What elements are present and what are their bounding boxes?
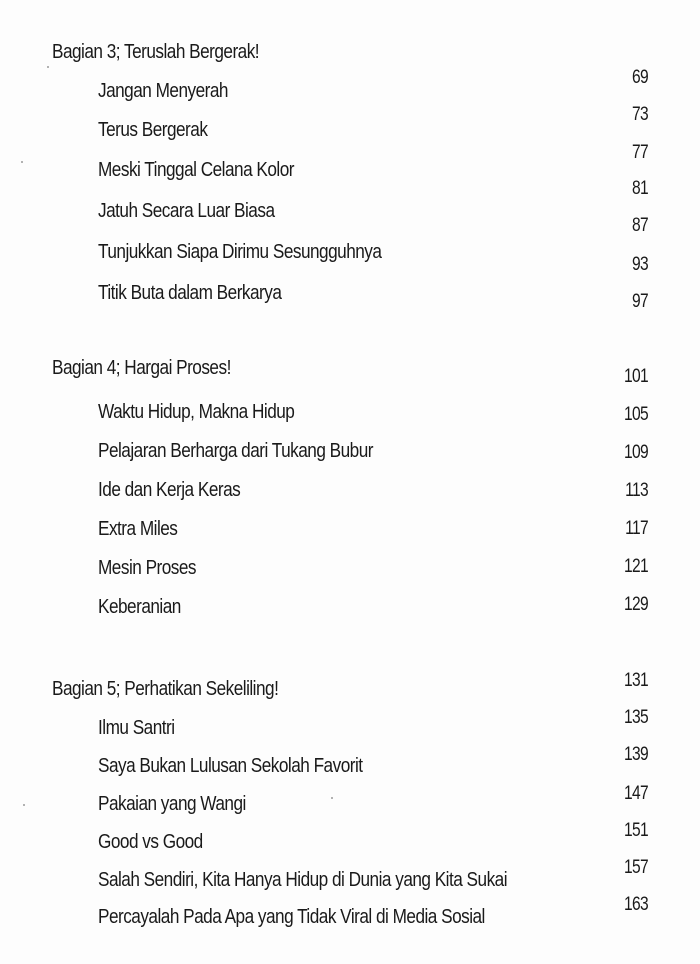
section-page: 131: [623, 670, 648, 691]
toc-entry-page: 105: [623, 404, 648, 425]
toc-entry-page: 109: [623, 442, 648, 463]
toc-entry-page: 151: [623, 820, 648, 841]
paper-speck: [331, 797, 333, 799]
section-page: 101: [623, 366, 648, 387]
toc-entry-page: 81: [631, 178, 648, 199]
toc-entry-title: Ilmu Santri: [98, 717, 175, 739]
paper-speck: [21, 161, 23, 163]
toc-entry-page: 97: [631, 291, 648, 312]
toc-entry-page: 87: [631, 215, 648, 236]
toc-entry-title: Pelajaran Berharga dari Tukang Bubur: [98, 440, 373, 462]
toc-entry-page: 129: [623, 594, 648, 615]
toc-entry-title: Mesin Proses: [98, 557, 196, 579]
toc-entry-title: Saya Bukan Lulusan Sekolah Favorit: [98, 755, 363, 777]
toc-entry-title: Meski Tinggal Celana Kolor: [98, 159, 294, 181]
toc-entry-title: Jatuh Secara Luar Biasa: [98, 200, 275, 222]
toc-entry-title: Titik Buta dalam Berkarya: [98, 282, 282, 304]
toc-entry-page: 93: [631, 254, 648, 275]
toc-entry-title: Good vs Good: [98, 831, 203, 853]
section-heading: Bagian 5; Perhatikan Sekeliling!: [52, 678, 279, 700]
toc-entry-title: Jangan Menyerah: [98, 80, 228, 102]
toc-entry-title: Terus Bergerak: [98, 119, 208, 141]
toc-entry-page: 135: [623, 707, 648, 728]
toc-entry-title: Percayalah Pada Apa yang Tidak Viral di Media Sosial: [98, 906, 485, 928]
toc-entry-title: Salah Sendiri, Kita Hanya Hidup di Dunia yang Kita Sukai: [98, 869, 508, 891]
toc-entry-page: 77: [631, 142, 648, 163]
toc-entry-page: 69: [631, 67, 648, 88]
paper-speck: [47, 66, 49, 68]
section-heading: Bagian 4; Hargai Proses!: [52, 357, 231, 379]
toc-entry-page: 139: [623, 744, 648, 765]
toc-entry-title: Extra Miles: [98, 518, 178, 540]
toc-entry-page: 73: [631, 104, 648, 125]
toc-entry-page: 121: [623, 556, 648, 577]
toc-entry-page: 117: [625, 518, 648, 539]
section-heading: Bagian 3; Teruslah Bergerak!: [52, 41, 260, 63]
toc-entry-page: 163: [623, 894, 648, 915]
toc-entry-page: 147: [623, 783, 648, 804]
toc-entry-title: Waktu Hidup, Makna Hidup: [98, 401, 295, 423]
toc-entry-title: Ide dan Kerja Keras: [98, 479, 241, 501]
toc-entry-title: Tunjukkan Siapa Dirimu Sesungguhnya: [98, 241, 382, 263]
paper-speck: [23, 804, 25, 806]
toc-entry-title: Pakaian yang Wangi: [98, 793, 246, 815]
toc-entry-title: Keberanian: [98, 596, 181, 618]
toc-entry-page: 157: [623, 857, 648, 878]
toc-entry-page: 113: [625, 480, 648, 501]
